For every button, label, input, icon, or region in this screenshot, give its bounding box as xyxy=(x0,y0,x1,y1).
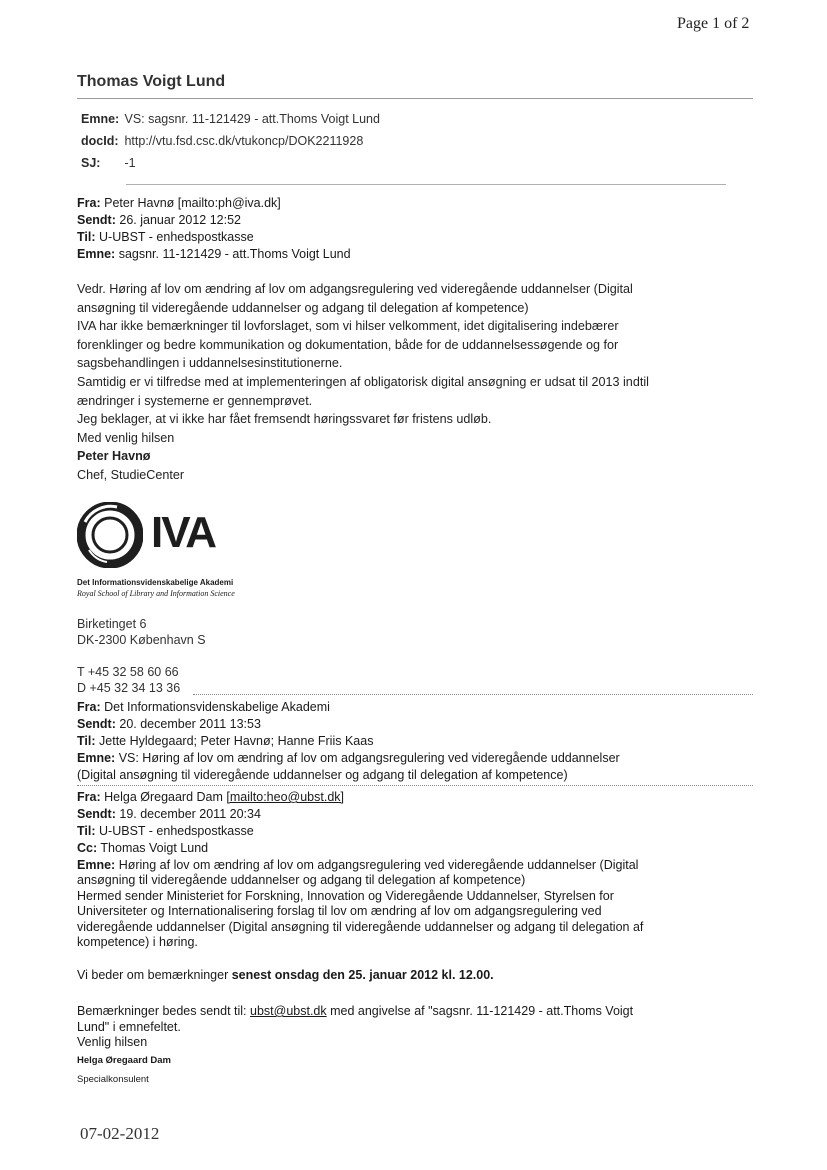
email1-fra-value: Peter Havnø [mailto:ph@iva.dk] xyxy=(104,196,281,210)
email1-body xyxy=(77,280,649,485)
email3-emne xyxy=(77,857,638,874)
email1-body-line: Vedr. Høring af lov om ændring af lov om adgangsregulering ved videregående uddannelser (Digital xyxy=(77,282,633,296)
email3-emne-cont: ansøgning til videregående uddannelser og adgang til delegation af kompetence) xyxy=(77,873,526,887)
document-title: Thomas Voigt Lund xyxy=(77,73,226,90)
email1-til xyxy=(77,229,254,246)
email3-signature-title: Specialkonsulent xyxy=(77,1074,149,1085)
email1-til-label: Til: xyxy=(77,230,96,244)
email2-divider xyxy=(193,694,753,695)
email3-closing: Venlig hilsen xyxy=(77,1035,148,1049)
iva-wordmark: IVA xyxy=(151,508,216,557)
email2-til-value: Jette Hyldegaard; Peter Havnø; Hanne Friis Kaas xyxy=(99,734,374,748)
meta-sj-value: -1 xyxy=(124,156,136,170)
email1-signature-name: Peter Havnø xyxy=(77,449,151,464)
email3-sendt-label: Sendt: xyxy=(77,807,116,821)
email2-til-label: Til: xyxy=(77,734,96,748)
address-street: Birketinget 6 xyxy=(77,617,147,631)
email1-body-line: ændringer i systemerne er gennemprøvet. xyxy=(77,393,313,408)
meta-docid-value: http://vtu.fsd.csc.dk/vtukoncp/DOK2211928 xyxy=(124,134,364,148)
email1-sendt-label: Sendt: xyxy=(77,213,116,227)
email3-body xyxy=(77,873,643,951)
email3-deadline-prefix: Vi beder om bemærkninger xyxy=(77,968,232,982)
address-block xyxy=(77,616,206,696)
email3-fra-value: Helga Øregaard Dam xyxy=(104,790,227,804)
email2-sendt-label: Sendt: xyxy=(77,717,116,731)
email1-sendt xyxy=(77,212,241,229)
email3-til xyxy=(77,823,254,840)
email1-body-line: IVA har ikke bemærkninger til lovforslaget, som vi hilser velkomment, idet digitalisering indebærer xyxy=(77,319,619,334)
email2-sendt xyxy=(77,716,261,733)
email1-body-line: Jeg beklager, at vi ikke har fået fremsendt høringssvaret før fristens udløb. xyxy=(77,412,492,427)
email3-cc-value: Thomas Voigt Lund xyxy=(100,841,209,855)
iva-logo xyxy=(77,500,307,600)
address-phone-d: D +45 32 34 13 36 xyxy=(77,681,181,695)
meta-emne-label: Emne: xyxy=(81,112,120,126)
email2-emne-label: Emne: xyxy=(77,751,116,765)
email1-til-value: U-UBST - enhedspostkasse xyxy=(99,230,254,244)
ubst-email-link[interactable]: ubst@ubst.dk xyxy=(250,1004,327,1018)
email2-sendt-value: 20. december 2011 13:53 xyxy=(119,717,261,731)
email2-fra-label: Fra: xyxy=(77,700,101,714)
email2-emne-cont: (Digital ansøgning til videregående uddannelser og adgang til delegation af kompetence) xyxy=(77,768,568,782)
email3-fra-mailto-link[interactable]: [mailto:heo@ubst.dk] xyxy=(226,790,344,804)
footer-date: 07-02-2012 xyxy=(80,1124,160,1143)
email3-cc xyxy=(77,840,208,857)
email3-body-line: kompetence) i høring. xyxy=(77,935,198,949)
email3-deadline-date: senest onsdag den 25. januar 2012 kl. 12.00. xyxy=(231,968,494,982)
title-divider xyxy=(77,98,753,99)
email3-send-line-2: Lund" i emnefeltet. xyxy=(77,1019,181,1034)
address-phone-t: T +45 32 58 60 66 xyxy=(77,665,179,679)
email1-body-line: sagsbehandlingen i uddannelsesinstitutionerne. xyxy=(77,356,343,371)
meta-emne-row xyxy=(81,111,380,128)
meta-divider xyxy=(126,184,726,185)
email3-send-suffix: med angivelse af "sagsnr. 11-121429 - att.Thoms Voigt xyxy=(326,1004,634,1018)
email1-body-line: Med venlig hilsen xyxy=(77,430,175,445)
address-city: DK-2300 København S xyxy=(77,633,206,647)
meta-emne-value: VS: sagsnr. 11-121429 - att.Thoms Voigt Lund xyxy=(124,112,380,126)
email3-fra-label: Fra: xyxy=(77,790,101,804)
email3-til-value: U-UBST - enhedspostkasse xyxy=(99,824,254,838)
email3-til-label: Til: xyxy=(77,824,96,838)
email3-send-line-1 xyxy=(77,1004,633,1020)
email1-body-line: ansøgning til videregående uddannelser og adgang til delegation af kompetence) xyxy=(77,300,529,315)
email1-body-line: Samtidig er vi tilfredse med at implementeringen af obligatorisk digital ansøgning er udsat til 2013 indtil xyxy=(77,374,649,389)
meta-sj-row xyxy=(81,155,136,172)
email3-sendt-value: 19. december 2011 20:34 xyxy=(119,807,261,821)
email3-fra xyxy=(77,789,344,806)
iva-logo-name-en: Royal School of Library and Information Science xyxy=(77,589,235,598)
email3-cc-label: Cc: xyxy=(77,841,98,855)
email3-emne-value-1: Høring af lov om ændring af lov om adgangsregulering ved videregående uddannelser (Digital xyxy=(118,858,639,872)
meta-docid-row xyxy=(81,133,363,150)
email1-emne xyxy=(77,246,351,263)
email1-fra-label: Fra: xyxy=(77,196,101,210)
page-number: Page 1 of 2 xyxy=(677,15,750,32)
email3-body-line: Hermed sender Ministeriet for Forskning, Innovation og Videregående Uddannelser, Styrelsen for xyxy=(77,888,614,903)
email2-emne xyxy=(77,750,620,767)
meta-sj-label: SJ: xyxy=(81,156,101,170)
email3-body-line: Universiteter og Internationalisering forslag til lov om ændring af lov om adgangsregulering ved xyxy=(77,904,602,918)
email3-emne-label: Emne: xyxy=(77,858,116,872)
email3-sendt xyxy=(77,806,261,823)
email1-sendt-value: 26. januar 2012 12:52 xyxy=(119,213,242,227)
email3-signature-name: Helga Øregaard Dam xyxy=(77,1055,171,1066)
iva-logo-emblem-icon xyxy=(77,502,143,568)
email3-divider xyxy=(77,785,753,786)
email1-signature-title: Chef, StudieCenter xyxy=(77,467,185,482)
meta-docid-label: docId: xyxy=(81,134,119,148)
email1-body-line: forenklinger og bedre kommunikation og dokumentation, både for de uddannelsessøgende og for xyxy=(77,337,619,352)
email2-fra xyxy=(77,699,330,716)
email3-body-line: videregående uddannelser (Digital ansøgning til videregående uddannelser og adgang til delegation af xyxy=(77,919,644,934)
email3-deadline xyxy=(77,968,494,982)
email1-fra xyxy=(77,195,281,212)
email2-til xyxy=(77,733,373,750)
iva-logo-name-da: Det Informationsvidenskabelige Akademi xyxy=(77,578,234,587)
email1-emne-label: Emne: xyxy=(77,247,116,261)
email3-send-prefix: Bemærkninger bedes sendt til: xyxy=(77,1004,251,1018)
email2-fra-value: Det Informationsvidenskabelige Akademi xyxy=(104,700,330,714)
email3-send-to xyxy=(77,1004,633,1051)
email1-emne-value: sagsnr. 11-121429 - att.Thoms Voigt Lund xyxy=(118,247,351,261)
email2-emne-value-1: VS: Høring af lov om ændring af lov om adgangsregulering ved videregående uddannelser xyxy=(118,751,620,765)
